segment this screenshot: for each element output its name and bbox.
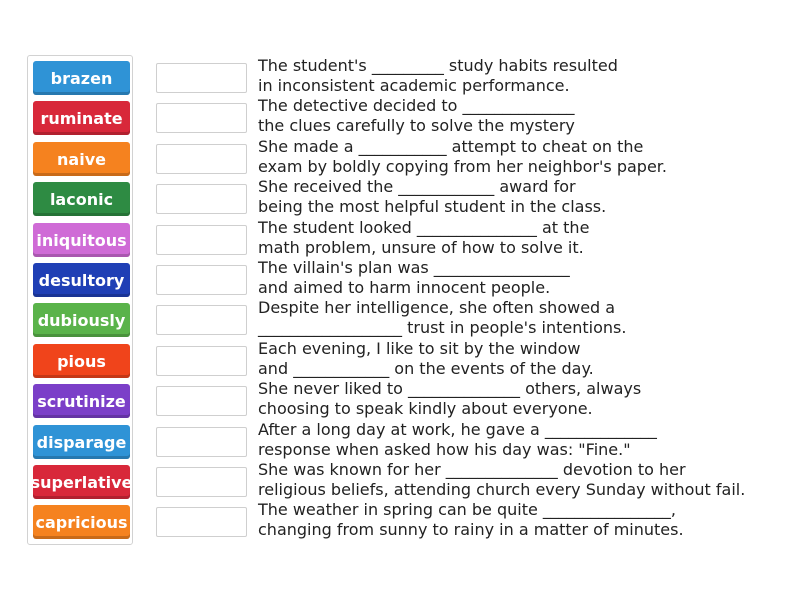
answer-slot-0[interactable] bbox=[156, 63, 247, 93]
word-tile-1[interactable]: ruminate bbox=[33, 101, 130, 135]
sentence-2 bbox=[258, 137, 793, 177]
sentence-line-2: and ____________ on the events of the day. bbox=[258, 359, 594, 378]
answer-slot-5[interactable] bbox=[156, 265, 247, 295]
sentence-line-1: The weather in spring can be quite ________________, bbox=[258, 500, 677, 519]
word-tile-11[interactable]: capricious bbox=[33, 505, 130, 539]
sentence-line-2: being the most helpful student in the class. bbox=[258, 197, 607, 216]
sentence-line-2: changing from sunny to rainy in a matter of minutes. bbox=[258, 520, 684, 539]
answer-slot-8[interactable] bbox=[156, 386, 247, 416]
sentence-3 bbox=[258, 177, 793, 217]
answer-slot-3[interactable] bbox=[156, 184, 247, 214]
answer-slot-2[interactable] bbox=[156, 144, 247, 174]
sentence-line-2: choosing to speak kindly about everyone. bbox=[258, 399, 593, 418]
answer-slot-4[interactable] bbox=[156, 225, 247, 255]
sentence-line-1: After a long day at work, he gave a ______________ bbox=[258, 420, 657, 439]
sentence-4 bbox=[258, 218, 793, 258]
sentence-1 bbox=[258, 96, 793, 136]
sentence-line-1: She made a ___________ attempt to cheat on the bbox=[258, 137, 644, 156]
word-tile-0[interactable]: brazen bbox=[33, 61, 130, 95]
answer-slot-6[interactable] bbox=[156, 305, 247, 335]
sentence-line-2: and aimed to harm innocent people. bbox=[258, 278, 551, 297]
answer-slot-7[interactable] bbox=[156, 346, 247, 376]
word-tile-5[interactable]: desultory bbox=[33, 263, 130, 297]
sentence-8 bbox=[258, 379, 793, 419]
sentence-9 bbox=[258, 420, 793, 460]
answer-slot-9[interactable] bbox=[156, 427, 247, 457]
sentence-line-2: __________________ trust in people's intentions. bbox=[258, 318, 627, 337]
sentence-line-2: response when asked how his day was: "Fine." bbox=[258, 440, 631, 459]
sentence-line-1: The villain's plan was _________________ bbox=[258, 258, 570, 277]
word-tile-6[interactable]: dubiously bbox=[33, 303, 130, 337]
answer-slot-1[interactable] bbox=[156, 103, 247, 133]
sentence-line-2: the clues carefully to solve the mystery bbox=[258, 116, 575, 135]
sentence-6 bbox=[258, 298, 793, 338]
sentence-line-1: Each evening, I like to sit by the window bbox=[258, 339, 581, 358]
word-tile-3[interactable]: laconic bbox=[33, 182, 130, 216]
sentence-line-2: religious beliefs, attending church every Sunday without fail. bbox=[258, 480, 746, 499]
sentence-line-1: She was known for her ______________ devotion to her bbox=[258, 460, 686, 479]
sentence-line-1: The detective decided to ______________ bbox=[258, 96, 575, 115]
word-tile-8[interactable]: scrutinize bbox=[33, 384, 130, 418]
answer-slot-10[interactable] bbox=[156, 467, 247, 497]
word-tile-7[interactable]: pious bbox=[33, 344, 130, 378]
sentence-line-2: math problem, unsure of how to solve it. bbox=[258, 238, 584, 257]
sentence-line-1: The student looked _______________ at the bbox=[258, 218, 590, 237]
sentence-5 bbox=[258, 258, 793, 298]
word-tile-9[interactable]: disparage bbox=[33, 425, 130, 459]
sentence-11 bbox=[258, 500, 793, 540]
word-bank bbox=[27, 55, 133, 545]
sentence-line-1: She never liked to ______________ others, always bbox=[258, 379, 642, 398]
sentence-10 bbox=[258, 460, 793, 500]
word-tile-2[interactable]: naive bbox=[33, 142, 130, 176]
sentence-0 bbox=[258, 56, 793, 96]
sentence-line-2: in inconsistent academic performance. bbox=[258, 76, 570, 95]
sentence-7 bbox=[258, 339, 793, 379]
sentence-line-1: She received the ____________ award for bbox=[258, 177, 576, 196]
sentence-line-1: The student's _________ study habits resulted bbox=[258, 56, 618, 75]
word-tile-10[interactable]: superlative bbox=[33, 465, 130, 499]
sentence-line-1: Despite her intelligence, she often showed a bbox=[258, 298, 616, 317]
answer-slot-11[interactable] bbox=[156, 507, 247, 537]
sentence-line-2: exam by boldly copying from her neighbor's paper. bbox=[258, 157, 667, 176]
word-tile-4[interactable]: iniquitous bbox=[33, 223, 130, 257]
